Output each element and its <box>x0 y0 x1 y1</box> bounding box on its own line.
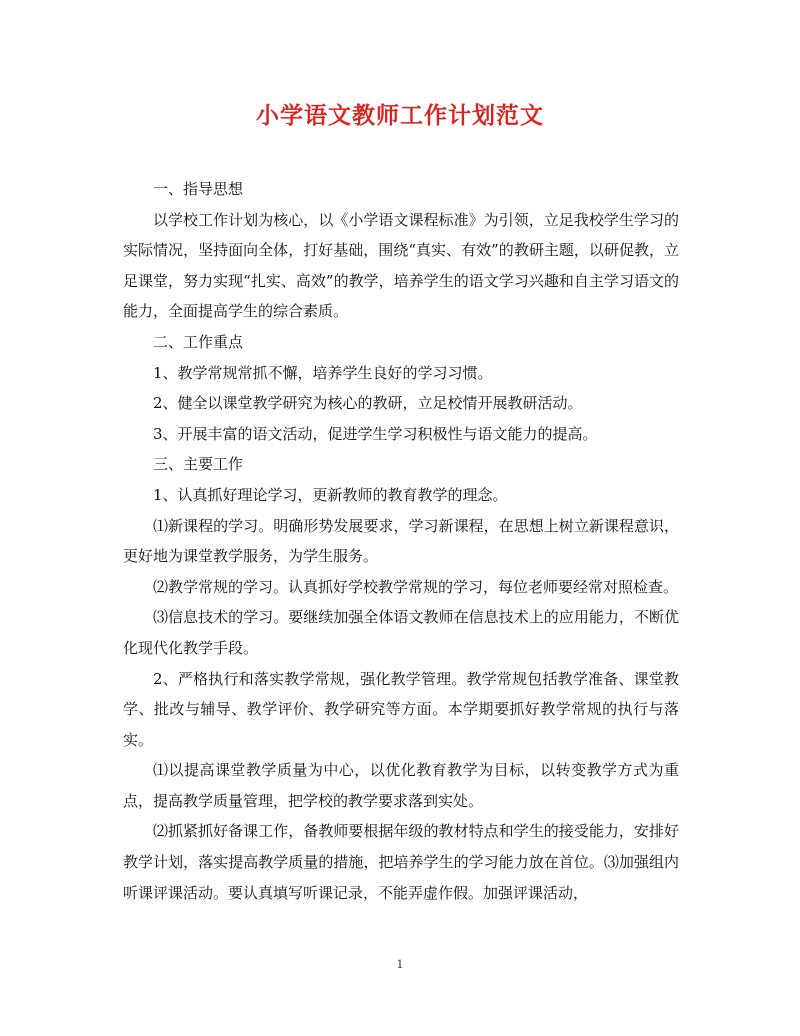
sub-item-1-2: ⑵教学常规的学习。认真抓好学校教学常规的学习，每位老师要经常对照检查。 <box>153 577 679 596</box>
document-title: 小学语文教师工作计划范文 <box>256 102 544 129</box>
list-item-work-1: 1、认真抓好理论学习，更新教师的教育教学的理念。 <box>153 485 508 504</box>
sub-item-2-1: ⑴以提高课堂教学质量为中心，以优化教育教学为目标，以转变教学方式为重点，提高教学质量管理，把学校的教学要求落到实处。 <box>123 761 679 810</box>
paragraph-guiding-thought: 以学校工作计划为核心，以《小学语文课程标准》为引领，立足我校学生学习的实际情况，坚持面向全体，打好基础，围绕“真实、有效”的教研主题，以研促教，立足课堂，努力实现“扎实、高效”的教学，培养学生的语文学习兴趣和自主学习语文的能力，全面提高学生的综合素质。 <box>123 210 679 321</box>
section-heading-work-focus: 二、工作重点 <box>153 332 244 351</box>
sub-item-1-1: ⑴新课程的学习。明确形势发展要求，学习新课程，在思想上树立新课程意识，更好地为课堂教学服务，为学生服务。 <box>123 516 679 566</box>
section-heading-guiding-thought: 一、指导思想 <box>153 180 244 198</box>
list-item-work-2: 2、严格执行和落实教学常规，强化教学管理。教学常规包括教学准备、课堂教学、批改与辅导、教学评价、教学研究等方面。本学期要抓好教学常规的执行与落实。 <box>123 669 679 749</box>
sub-item-2-2: ⑵抓紧抓好备课工作，备教师要根据年级的教材特点和学生的接受能力，安排好教学计划，落实提高教学质量的措施，把培养学生的学习能力放在首位。⑶加强组内听课评课活动。要认真填写听课记录，不能弄虚作假。加强评课活动， <box>123 822 679 902</box>
list-item-focus-3: 3、开展丰富的语文活动，促进学生学习积极性与语文能力的提高。 <box>153 424 598 443</box>
section-heading-main-work: 三、主要工作 <box>153 455 244 474</box>
page-number: 1 <box>396 958 404 971</box>
list-item-focus-1: 1、教学常规常抓不懈，培养学生良好的学习习惯。 <box>153 363 493 382</box>
list-item-focus-2: 2、健全以课堂教学研究为核心的教研，立足校情开展教研活动。 <box>153 394 583 413</box>
sub-item-1-3: ⑶信息技术的学习。要继续加强全体语文教师在信息技术上的应用能力，不断优化现代化教学手段。 <box>123 608 679 657</box>
document-body <box>123 174 679 908</box>
